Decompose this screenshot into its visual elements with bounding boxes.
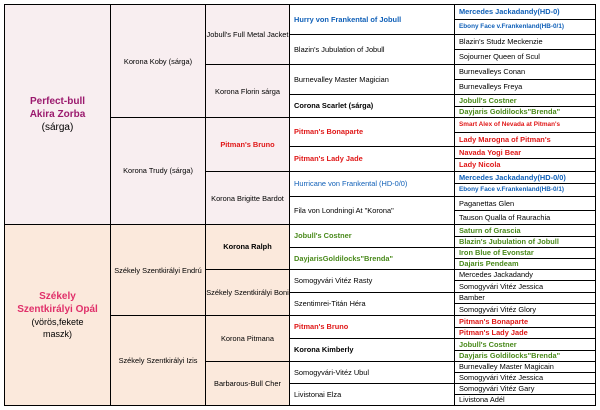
gen5-cell xyxy=(454,117,596,133)
gen4-name: Pitman's Bruno xyxy=(294,322,349,331)
gen4-name: Somogyvári Vitéz Rasty xyxy=(294,276,373,285)
gen4-cell xyxy=(289,196,455,225)
gen2-koby-name: Korona Koby (sárga) xyxy=(123,56,193,66)
gen3-boni-name: Székely Szentkirályi Boni xyxy=(206,288,289,297)
gen5-name: Mercedes Jackadandy(HD-0) xyxy=(459,7,560,16)
gen2-izis xyxy=(110,315,206,406)
gen2-endru xyxy=(110,224,206,316)
gen4-cell xyxy=(289,94,455,118)
gen3-florin-name: Korona Florin sárga xyxy=(215,86,280,96)
dam-name-line2: Szentkirályi Opál xyxy=(17,304,98,315)
gen4-name: Pitman's Bonaparte xyxy=(294,127,364,136)
gen3-barbarous-name: Barbarous-Bull Cher xyxy=(214,378,281,388)
gen4-name: Szentimrei-Titán Héra xyxy=(294,299,366,308)
gen2-trudy-name: Korona Trudy (sárga) xyxy=(123,166,193,175)
sire-name-line2: Akira Zorba xyxy=(29,109,86,120)
gen4-name: Livistonai Elza xyxy=(294,389,342,399)
gen4-cell xyxy=(289,4,455,35)
gen5-cell xyxy=(454,64,596,80)
dam-color-line1: (vörös,fekete xyxy=(31,317,84,327)
gen3-brigitte-name: Korona Brigitte Bardot xyxy=(211,193,284,203)
gen5-cell xyxy=(454,132,596,147)
dam-name-line1: Székely xyxy=(39,291,76,302)
gen5-name: Paganettas Glen xyxy=(459,198,515,208)
gen4-cell xyxy=(289,269,455,293)
gen5-name: Somogyvári Vitéz Glory xyxy=(459,304,537,314)
gen5-name: Dajaris Pendeam xyxy=(459,259,519,268)
gen3-pitmans-bruno-name: Pitman's Bruno xyxy=(220,139,275,149)
gen4-cell xyxy=(289,315,455,339)
gen4-name: Blazin's Jubulation of Jobull xyxy=(294,44,385,54)
gen5-cell xyxy=(454,394,596,406)
gen5-name: Ebony Face v.Frankenland(HB-0/1) xyxy=(459,186,564,193)
gen4-cell xyxy=(289,117,455,147)
gen4-name: Burnevalley Master Magician xyxy=(294,74,389,84)
gen5-cell xyxy=(454,34,596,50)
gen5-name: Tauson Qualla of Raurachia xyxy=(459,212,551,222)
gen2-endru-name: Székely Szentkirályi Endrú xyxy=(114,265,202,275)
sire-name-line1: Perfect-bull xyxy=(29,96,85,107)
gen4-cell xyxy=(289,146,455,172)
gen2-koby xyxy=(110,4,206,118)
gen3-jobulls-full-metal xyxy=(205,4,290,65)
gen5-cell xyxy=(454,210,596,225)
gen3-pitmana-name: Korona Pitmana xyxy=(221,333,274,343)
gen5-cell xyxy=(454,183,596,197)
gen5-name: Somogyvári Vitéz Jessica xyxy=(459,373,544,382)
gen5-cell xyxy=(454,79,596,95)
dam-color-line2: maszk) xyxy=(43,329,72,339)
gen4-cell xyxy=(289,224,455,248)
gen5-name: Lady Marogna of Pitman's xyxy=(459,134,551,144)
gen4-cell xyxy=(289,247,455,270)
gen4-name: Hurry von Frankental of Jobull xyxy=(294,14,402,24)
gen5-cell xyxy=(454,49,596,65)
pedigree-table xyxy=(4,4,596,406)
gen5-name: Pitman's Bonaparte xyxy=(459,316,529,326)
gen3-boni xyxy=(205,269,290,316)
gen2-izis-name: Székely Szentkirályi Izis xyxy=(118,356,198,365)
gen5-cell xyxy=(454,196,596,211)
gen5-cell xyxy=(454,4,596,20)
gen3-florin xyxy=(205,64,290,118)
gen4-name: DayjarisGoldilocks"Brenda" xyxy=(294,253,394,263)
gen5-name: Mercedes Jackadandy xyxy=(459,270,533,279)
gen5-name: Somogyvári Vitéz Gary xyxy=(459,384,535,393)
gen5-name: Burnevalleys Freya xyxy=(459,82,523,91)
gen5-name: Lady Nicola xyxy=(459,160,501,169)
gen5-name: Dayjaris Goldilocks"Brenda" xyxy=(459,351,561,360)
sire-color: (sárga) xyxy=(41,122,74,133)
gen5-cell xyxy=(454,158,596,172)
gen5-cell xyxy=(454,19,596,35)
gen5-name: Burnevalley Master Magicain xyxy=(459,362,554,371)
gen3-brigitte xyxy=(205,171,290,225)
gen5-name: Jobull's Costner xyxy=(459,95,517,105)
gen5-name: Livistona Adél xyxy=(459,395,505,404)
gen4-cell xyxy=(289,338,455,362)
dam-cell xyxy=(4,224,111,406)
gen4-cell xyxy=(289,383,455,406)
gen5-name: Bamber xyxy=(459,293,485,302)
gen4-cell xyxy=(289,292,455,316)
gen3-pitmana xyxy=(205,315,290,362)
sire-cell xyxy=(4,4,111,225)
gen4-name: Jobull's Costner xyxy=(294,231,352,240)
gen4-name: Hurricane von Frankental (HD-0/0) xyxy=(294,179,408,188)
gen3-barbarous xyxy=(205,361,290,406)
gen5-name: Saturn of Grascia xyxy=(459,225,521,235)
gen5-name: Sojourner Queen of Scul xyxy=(459,52,540,61)
gen5-name: Navada Yogi Bear xyxy=(459,147,522,157)
gen3-ralph xyxy=(205,224,290,270)
gen5-name: Pitman's Lady Jade xyxy=(459,328,528,337)
gen4-name: Korona Kimberly xyxy=(294,345,354,354)
gen3-ralph-name: Korona Ralph xyxy=(223,242,272,251)
gen2-trudy xyxy=(110,117,206,225)
gen5-name: Blazin's Jubulation of Jobull xyxy=(459,237,559,246)
gen5-name: Burnevalleys Conan xyxy=(459,67,526,76)
gen5-name: Ebony Face v.Frankenland(HB-0/1) xyxy=(459,23,564,30)
gen5-name: Blazin's Studz Meckenzie xyxy=(459,37,543,46)
gen4-cell xyxy=(289,34,455,65)
gen5-name: Jobull's Costner xyxy=(459,339,517,349)
gen4-cell xyxy=(289,171,455,197)
gen5-name: Dayjaris Goldilocks"Brenda" xyxy=(459,107,561,116)
gen5-name: Somogyvári Vitéz Jessica xyxy=(459,281,544,291)
gen4-name: Corona Scarlet (sárga) xyxy=(294,101,374,110)
gen4-cell xyxy=(289,64,455,95)
gen5-name: Mercedes Jackadandy(HD-0/0) xyxy=(459,172,566,182)
gen4-name: Fila von Londningi At "Korona" xyxy=(294,205,394,215)
gen5-name: Smart Alex of Nevada at Pitman's xyxy=(459,121,561,128)
gen4-name: Pitman's Lady Jade xyxy=(294,154,363,163)
gen3-jobulls-full-metal-name: Jobull's Full Metal Jacket xyxy=(206,30,289,39)
gen4-cell xyxy=(289,361,455,384)
gen3-pitmans-bruno xyxy=(205,117,290,172)
gen5-name: Iron Blue of Evonstar xyxy=(459,248,534,257)
gen4-name: Somogyvári-Vitéz Ubul xyxy=(294,367,370,377)
